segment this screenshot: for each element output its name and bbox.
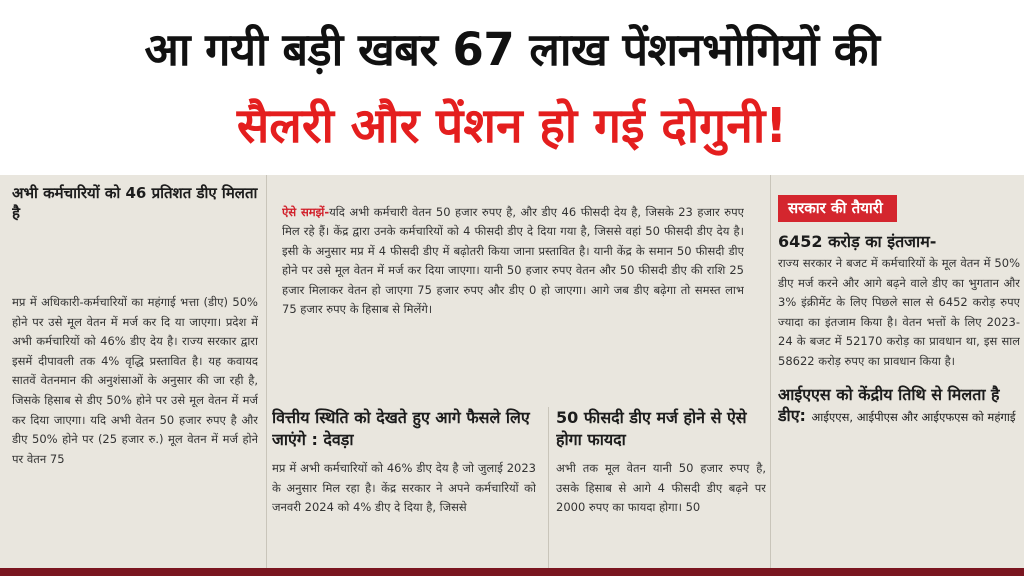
col2-body: यदि अभी कर्मचारी वेतन 50 हजार रुपए है, और डीए 46 फीसदी देय है, जिसके 23 हजार रुपए मिल रहे हैं। केंद्र द्वारा उनके कर्मचारियों को 4 फीसदी डीए दे दिया गया है, जिससे वहां 50 फीसदी डीए देय है। इसी के अनुसार मप्र में 4 फीसदी डीए में बढ़ोतरी किया जाना प्रस्तावित है। यानी केंद्र के समान 50 फीसदी डीए होने पर उसे मूल वेतन में मर्ज कर दिया जाएगा। यानी 50 हजार रुपए वेतन और 50 फीसदी डीए की राशि 25 हजार मिलाकर वेतन हो जाएगा 75 हजार रुपए और डीए 0 हो जाएगा। आगे जब डीए बढ़ेगा तो समस्त लाभ 75 हजार रुपए के हिसाब से मिलेंगे। [282, 205, 744, 317]
headline-line-2: सैलरी और पेंशन हो गई दोगुनी! [236, 98, 788, 154]
article-column-5 [778, 195, 1020, 568]
col2-lead: ऐसे समझें- [282, 205, 330, 219]
newspaper-clipping [0, 175, 1024, 568]
article-column-3 [272, 407, 536, 568]
article-column-4 [556, 407, 766, 568]
article-column-1 [12, 183, 258, 568]
sarkar-ki-taiyari-tag: सरकार की तैयारी [778, 195, 897, 222]
col5-subhead-2-text: आईएएस को केंद्रीय तिथि से मिलता है डीए: [778, 384, 1000, 425]
column-divider [266, 175, 267, 568]
col4-body: अभी तक मूल वेतन यानी 50 हजार रुपए है, उसके हिसाब से आगे 4 फीसदी डीए बढ़ने पर 2000 रुपए का फायदा होगा। 50 [556, 461, 766, 515]
headline-banner [0, 0, 1024, 175]
col1-subhead: अभी कर्मचारियों को 46 प्रतिशत डीए मिलता है [12, 184, 258, 222]
col3-body: मप्र में अभी कर्मचारियों को 46% डीए देय है जो जुलाई 2023 के अनुसार मिल रहा है। केंद्र सरकार ने अपने कर्मचारियों को जनवरी 2024 को 4% डीए दे दिया है, जिससे [272, 461, 536, 515]
col4-subhead: 50 फीसदी डीए मर्ज होने से ऐसे होगा फायदा [556, 408, 747, 449]
col5-subhead: 6452 करोड़ का इंतजाम- [778, 232, 937, 251]
column-divider [548, 407, 549, 568]
col5-subhead-2 [778, 384, 1020, 428]
col2-paragraph [282, 203, 744, 319]
col1-body: मप्र में अधिकारी-कर्मचारियों का महंगाई भत्ता (डीए) 50% होने पर उसे मूल वेतन में मर्ज कर दि या जाएगा। प्रदेश में अभी कर्मचारियों को 46% डीए देय है। राज्य सरकार द्वारा इसमें दीपावली तक 4% वृद्धि प्रस्तावित है। यह कवायद सातवें वेतनमान की अनुशंसाओं के अनुसार की जा रही है, जिसके हिसाब से डीए 50% होने पर उसे मूल वेतन में मर्ज कर दिया जाएगा। यदि अभी वेतन 50 हजार रुपए है और डीए 50% होने पर (25 हजार रु.) मूल वेतन में मर्ज होने पर वेतन 75 [12, 295, 258, 466]
bottom-bar [0, 568, 1024, 576]
col3-subhead: वित्तीय स्थिति को देखते हुए आगे फैसले लिए जाएंगे : देवड़ा [272, 408, 530, 449]
column-divider [770, 175, 771, 568]
article-column-2 [282, 203, 744, 403]
col5-body: राज्य सरकार ने बजट में कर्मचारियों के मूल वेतन में 50% डीए मर्ज करने और आगे बढ़ने वाले डीए का भुगतान और 3% इंक्रीमेंट के लिए पिछले साल से 6452 करोड़ रुपए ज्यादा का इंतजाम किया है। वेतन भत्तों के लिए 2023-24 के बजट में 52170 करोड़ का प्रावधान था, इस साल 58622 करोड़ रुपए का प्रावधान किया है। [778, 256, 1020, 368]
headline-line-1: आ गयी बड़ी खबर 67 लाख पेंशनभोगियों की [144, 23, 880, 76]
col5-body-2: आईएएस, आईपीएस और आईएफएस को महंगाई [811, 409, 1016, 424]
